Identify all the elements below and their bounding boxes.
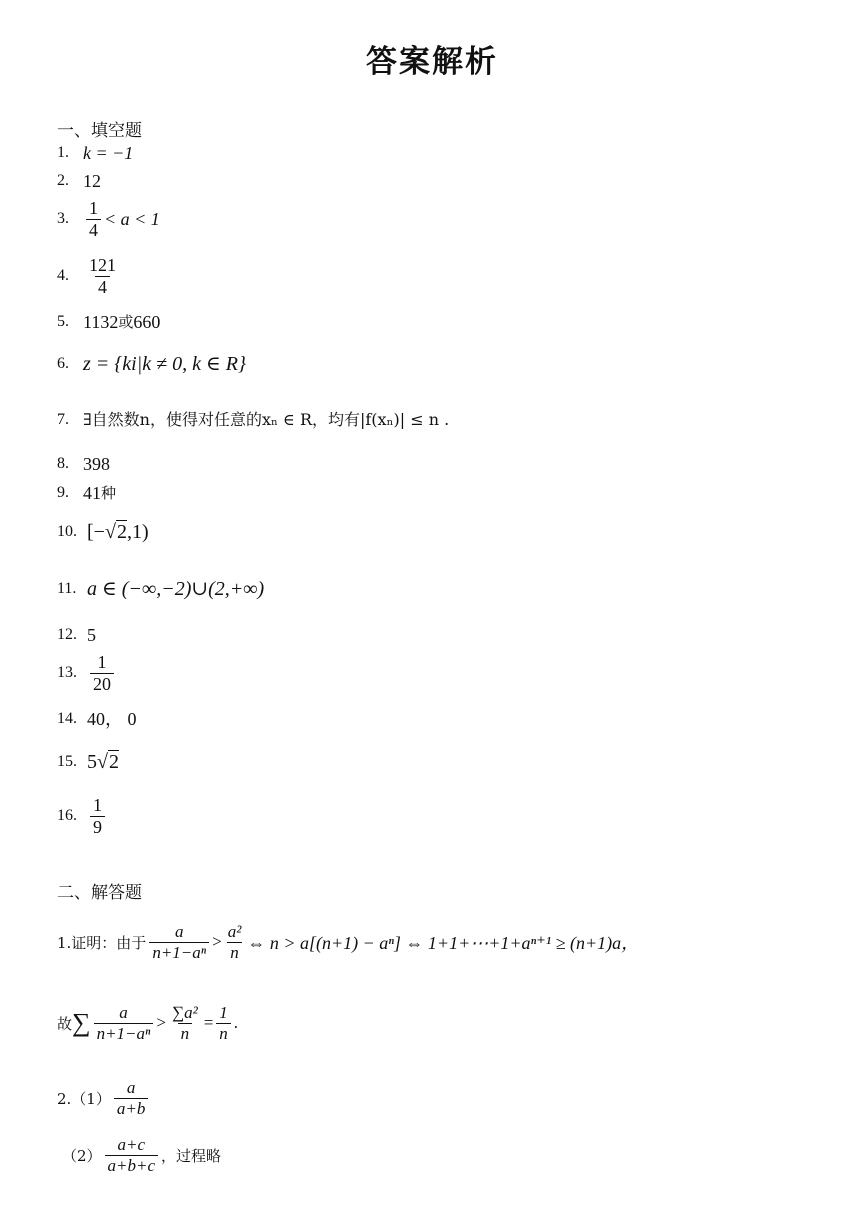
answer-1-expr: k = −1 (83, 143, 134, 163)
answer-8: 8. 398 (57, 454, 110, 474)
answer-4: 4. $\frac{121}{4}$ (57, 255, 122, 297)
answer-3: 3. $\frac{1}{4}$ < a < 1 (57, 198, 160, 240)
solution-1-line-2: 故 ∑ $\frac{a}{\text{n+1−aⁿ}}$ > $\frac{\text{∑a²}}{n}$ = $\frac{1}{n}$ . (57, 1003, 239, 1043)
answer-16: 16. $\frac{1}{9}$ (57, 795, 108, 837)
answer-14: 14. 40， 0 (57, 709, 137, 729)
answer-13: 13. $\frac{1}{20}$ (57, 652, 117, 694)
answer-4-fraction: $\frac{121}{4}$ (89, 255, 116, 297)
section-solve-heading: 二、解答题 (57, 883, 142, 903)
answer-13-fraction: $\frac{1}{20}$ (90, 652, 114, 694)
answer-5: 5. 1132 或 660 (57, 312, 161, 332)
page-title: 答案解析 (366, 44, 498, 80)
answer-2-expr: 12 (83, 171, 101, 191)
answer-12: 12. 5 (57, 625, 96, 645)
answer-16-fraction: $\frac{1}{9}$ (90, 795, 105, 837)
sigma-symbol: ∑ (72, 1008, 91, 1038)
section-fill-heading: 一、填空题 (57, 121, 142, 141)
sqrt-symbol: √2 (97, 751, 119, 773)
answer-6: 6. z = {ki|k ≠ 0, k ∈ R} (57, 353, 246, 375)
solution-2-part-1: 2.（1） $\frac{a}{a+b}$ (57, 1078, 151, 1118)
answer-3-rest: < a < 1 (104, 209, 160, 230)
answer-7-text: ∃自然数n，使得对任意的xₙ ∈ R，均有|f(xₙ)| ≤ n . (83, 410, 450, 429)
answer-7: 7. ∃自然数n，使得对任意的xₙ ∈ R，均有|f(xₙ)| ≤ n . (57, 410, 450, 429)
sqrt-symbol: √2 (104, 521, 127, 543)
solution-1-line-1: 1.证明：由于 $\frac{a}{\text{n+1−aⁿ}}$ > $\frac{\text{a²}}{n}$ ⇔ n > a[(n+1) − aⁿ] ⇔ 1+1+⋯+1+aⁿ⁺¹ ≥ (n+1)a， (57, 922, 640, 962)
answer-11: 11. a ∈ (−∞,−2)∪(2,+∞) (57, 578, 265, 600)
answer-2: 2. 12 (57, 171, 101, 191)
answer-10: 10. [− √2 ,1) (57, 521, 149, 543)
solution-2-part-2: （2） $\frac{a+c}{a+b+c}$ ，过程略 (62, 1135, 222, 1175)
answer-6-expr: z = {ki|k ≠ 0, k ∈ R} (83, 353, 246, 375)
answer-1: 1. k = −1 (57, 143, 134, 163)
answer-9: 9. 41 种 (57, 483, 117, 503)
answer-3-fraction: $\frac{1}{4}$ (86, 198, 101, 240)
answer-15: 15. 5 √2 (57, 751, 119, 773)
